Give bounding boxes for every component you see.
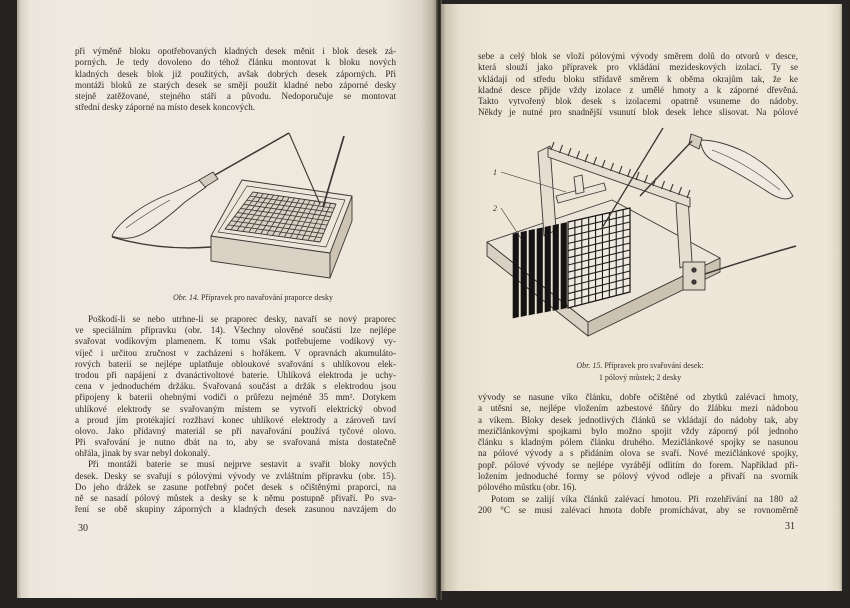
plate-stack <box>513 223 567 318</box>
text-line: ložením jednoduché formy se pólový vývod odleje a přivaří na svorník <box>478 471 798 482</box>
text-line: popř. pólové vývody se nejlépe vyrábějí odlitím do forem. Například při- <box>478 459 798 470</box>
body-text <box>75 314 396 515</box>
text-line: vývody se nasune víko článku, dobře očištěné od zbytků zalévací hmoty, <box>478 392 798 402</box>
text-line: porných. Je tedy dovoleno do téhož článku montovat k bloku nových <box>75 57 396 68</box>
comb-tooth <box>662 181 665 189</box>
text-line: Do jeho drážek se zasune potřebný počet desek s očištěnými praporci, na <box>75 481 396 492</box>
text-line: Potom se zalijí víka článků zalévací hmotou. Při rozehřívání na 180 až <box>491 493 798 504</box>
comb-tooth <box>670 184 673 192</box>
plate-edge <box>537 228 543 314</box>
text-line: připojeny k baterii ohebnými vodiči o průřezu nejméně 35 mm². Dotykem <box>75 392 396 403</box>
comb-tooth <box>645 175 648 183</box>
text-line: a utěsní se, nejlépe vložením azbestové šňůry do žlábku mezi nádobou <box>478 403 798 414</box>
caption-text: Přípravek pro svařování desek: <box>604 361 704 370</box>
text-line: Takto vytvořený blok desek s izolacemi opatrně vsuneme do nádoby. <box>478 96 798 107</box>
text-line: vkládají od středu bloku střídavě směrem k oběma okrajům tak, že ke <box>478 73 798 84</box>
comb-tooth <box>687 190 690 198</box>
body-text <box>478 392 798 516</box>
text-line: desek. Desky se svařují s pólovými vývody ve zvláštním přípravku (obr. 15). <box>75 470 396 481</box>
text-line: Při montáži baterie se musí nejprve sestavit a svařit bloky nových <box>88 459 396 470</box>
text-line: která slouží jako přípravek pro vkládání mezideskových izolací. Ty se <box>478 62 798 73</box>
caption-text: Přípravek pro navařování praporce desky <box>201 293 333 302</box>
text-line: Při svařování je nutno dbát na to, aby se svařovaná místa dostatečně <box>75 437 396 448</box>
text-line: ření se obě skupiny záporných a kladných desek zasunou navzájem do <box>75 504 396 515</box>
comb-tooth <box>560 145 563 153</box>
figure-14-illustration <box>100 120 370 295</box>
caption-label: Obr. 14. <box>173 293 200 302</box>
welding-fixture-box <box>211 180 352 278</box>
figure-15-illustration <box>480 125 800 355</box>
text-line: ně se nasadí pólový můstek a desky se k němu postupně přivaří. Po sva- <box>75 493 396 503</box>
pole-bridge <box>556 175 606 203</box>
plate-edge <box>529 229 535 315</box>
comb-tooth <box>568 148 571 156</box>
comb-tooth <box>611 163 614 171</box>
caption-line-2: 1 pólový můstek; 2 desky <box>598 373 682 382</box>
page-number: 30 <box>78 523 88 534</box>
text-line: kladných desek blok již použitých, avšak dobrých desek záporných. Při <box>75 68 396 79</box>
text-line: sebe a celý blok se vloží pólovými vývody směrem dolů do otvorů v desce, <box>478 51 798 61</box>
figure-14-caption <box>120 292 386 304</box>
text-line: při výměně bloku opotřebovaných kladných desek měnit i blok desek zá- <box>75 46 396 56</box>
top-paragraph <box>478 51 798 119</box>
page-number: 31 <box>785 521 795 532</box>
text-line: Poškodí-li se nebo utrhne-li se praporec desky, navaří se nový praporec <box>88 314 396 324</box>
caption-label: Obr. 15. <box>576 361 603 370</box>
comb-tooth <box>551 142 554 150</box>
text-line: olovo. Jako přídavný materiál se při navařování používá tyčové olovo. <box>75 425 396 436</box>
text-line: uhlíkové elektrody se svařovaným místem se vytvoří elektrický obvod <box>75 403 396 414</box>
plate-edge <box>553 224 559 310</box>
plate-edge <box>545 226 551 312</box>
text-line: a víkem. Bloky desek jednotlivých článků se vkládají do nádoby tak, aby <box>478 414 798 425</box>
text-line: ohřála, jinak by svar nebyl dokonalý. <box>75 448 211 459</box>
comb-tooth <box>594 157 597 165</box>
comb-tooth <box>619 166 622 174</box>
top-paragraph <box>75 46 396 114</box>
text-line: a proud jím protékající rozžhaví konec uhlíkové elektrody a zároveň taví <box>75 414 396 425</box>
comb-tooth <box>585 154 588 162</box>
text-line: cena v jednoduchém držáku. Svařovaná součást a držák s elektrodou jsou <box>75 381 396 392</box>
plate-edge <box>561 223 567 309</box>
comb-tooth <box>679 187 682 195</box>
text-line: kladné desce přijde vždy izolace z umělé hmoty a k záporné dřevěná. <box>478 84 798 95</box>
text-line: střední desky záporné na místo desek koncových. <box>75 102 256 113</box>
left-page <box>17 0 437 598</box>
text-line: stejně zatěžované, stejného stáří a původu. Nedoporučuje se montovat <box>75 91 396 102</box>
text-line: ve speciálním přípravku (obr. 14). Všechny olověné součásti lze nejlépe <box>75 325 396 336</box>
text-line: Někdy je nutné pro snadnější vsunutí blok desek lehce slisovat. Na pólové <box>478 107 798 118</box>
plate-edge <box>513 233 519 318</box>
caption-line-1 <box>540 360 740 372</box>
text-line: svařovat vodíkovým plamenem. K tomu však potřebujeme vodíkový vy- <box>75 336 396 347</box>
comb-tooth <box>577 151 580 159</box>
figure-15-caption <box>540 360 740 384</box>
text-line: pólového můstku (obr. 16). <box>478 482 577 493</box>
label-2: 2 <box>493 204 497 213</box>
comb-tooth <box>636 172 639 180</box>
comb-tooth <box>602 160 605 168</box>
plate-edge <box>521 231 527 316</box>
text-line: 200 °C se musí zalévací hmota dobře promíchávat, aby se rovnoměrně <box>478 504 798 515</box>
text-line: víječ i určitou zručnost v zacházení s hořákem. V opravnách akumuláto- <box>75 347 396 358</box>
comb-teeth <box>551 142 690 198</box>
text-line: mezičlánkovými spojkami bylo možno spojit vždy záporný pól jednoho <box>478 425 798 436</box>
label-1: 1 <box>493 168 497 177</box>
text-line: montáži bloků ze starých desek se smějí použít kladné nebo záporné desky <box>75 79 396 90</box>
right-page <box>441 4 842 591</box>
comb-tooth <box>628 169 631 177</box>
text-line: na pólové vývody a s přidáním olova se svaří. Nové mezičlánkové spojky, <box>478 448 798 459</box>
text-line: trodou při napájení z dvanáctivoltové baterie. Uhlíková elektroda je uchy- <box>75 369 396 380</box>
text-line: článku s kladným pólem článku druhého. Mezičlánkové spojky se nasunou <box>478 437 798 448</box>
text-line: rových baterií se nejlépe uplatňuje obloukové svařování s uhlíkovou elek- <box>75 358 396 369</box>
